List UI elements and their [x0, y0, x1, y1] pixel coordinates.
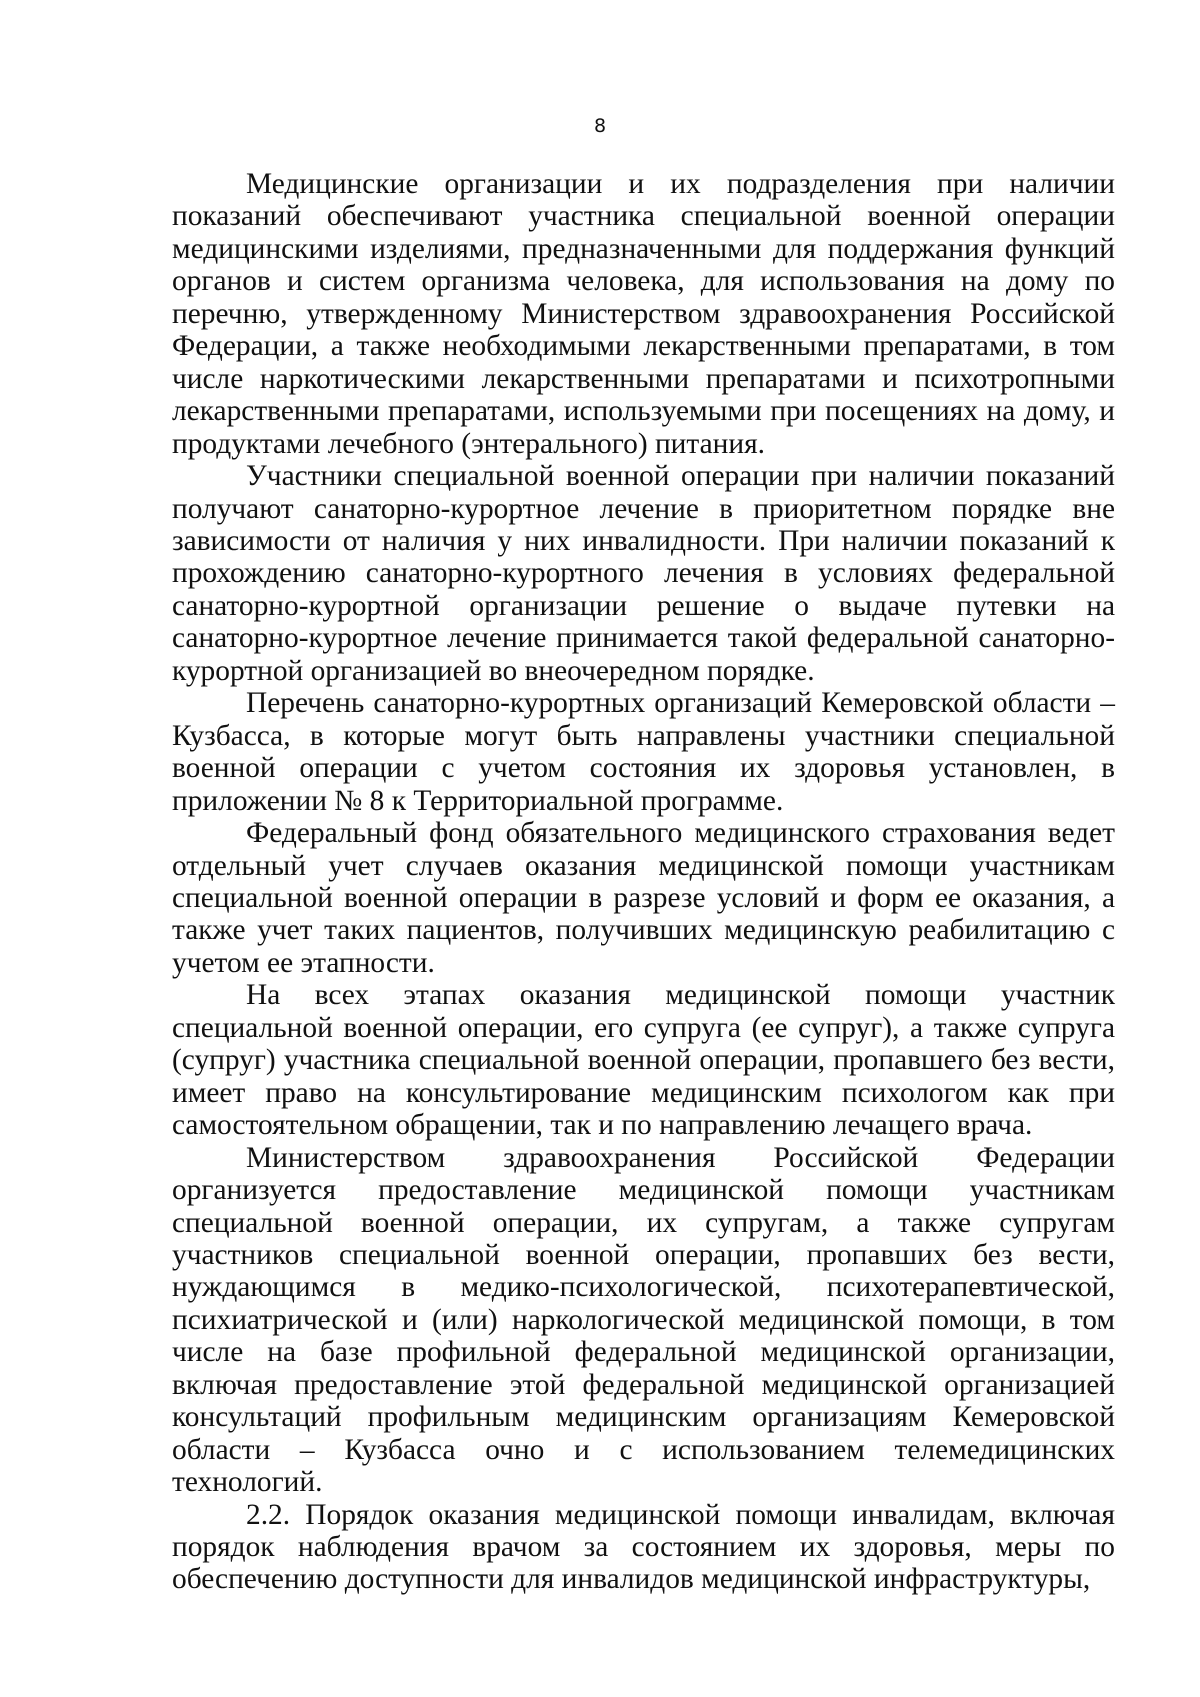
paragraph-section-2-2: 2.2. Порядок оказания медицинской помощи инвалидам, включая порядок наблюдения врачом за состоянием их здоровья, меры по обеспечению доступности для инвалидов медицинской инфраструктуры, [172, 1498, 1115, 1596]
page-number: 8 [593, 115, 607, 137]
paragraph-federal-fund-accounting: Федеральный фонд обязательного медицинского страхования ведет отдельный учет случаев оказания медицинской помощи участникам специальной военной операции в разрезе условий и форм ее оказания, а также учет таких пациентов, получивших медицинскую реабилитацию с учетом ее этапности. [172, 817, 1115, 979]
paragraph-sanatorium-list: Перечень санаторно-курортных организаций Кемеровской области – Кузбасса, в которые могут быть направлены участники специальной военной операции с учетом состояния их здоровья установлен, в приложении № 8 к Территориальной программе. [172, 687, 1115, 817]
document-body [172, 168, 1115, 1596]
paragraph-psychologist-consultation: На всех этапах оказания медицинской помощи участник специальной военной операции, его супруга (ее супруг), а также супруга (супруг) участника специальной военной операции, пропавшего без вести, имеет право на консультирование медицинским психологом как при самостоятельном обращении, так и по направлению лечащего врача. [172, 979, 1115, 1142]
paragraph-medical-devices: Медицинские организации и их подразделения при наличии показаний обеспечивают участника специальной военной операции медицинскими изделиями, предназначенными для поддержания функций органов и систем организма человека, для использования на дому по перечню, утвержденному Министерством здравоохранения Российской Федерации, а также необходимыми лекарственными препаратами, в том числе наркотическими лекарственными препаратами и психотропными лекарственными препаратами, используемыми при посещениях на дому, и продуктами лечебного (энтерального) питания. [172, 168, 1115, 460]
paragraph-sanatorium-treatment: Участники специальной военной операции при наличии показаний получают санаторно-курортное лечение в приоритетном порядке вне зависимости от наличия у них инвалидности. При наличии показаний к прохождению санаторно-курортного лечения в условиях федеральной санаторно-курортной организации решение о выдаче путевки на санаторно-курортное лечение принимается такой федеральной санаторно-курортной организацией во внеочередном порядке. [172, 460, 1115, 687]
paragraph-ministry-psychological-care: Министерством здравоохранения Российской Федерации организуется предоставление медицинской помощи участникам специальной военной операции, их супругам, а также супругам участников специальной военной операции, пропавших без вести, нуждающимся в медико-психологической, психотерапевтической, психиатрической и (или) наркологической медицинской помощи, в том числе на базе профильной федеральной медицинской организации, включая предоставление этой федеральной медицинской организацией консультаций профильным медицинским организациям Кемеровской области – Кузбасса очно и с использованием телемедицинских технологий. [172, 1141, 1115, 1499]
